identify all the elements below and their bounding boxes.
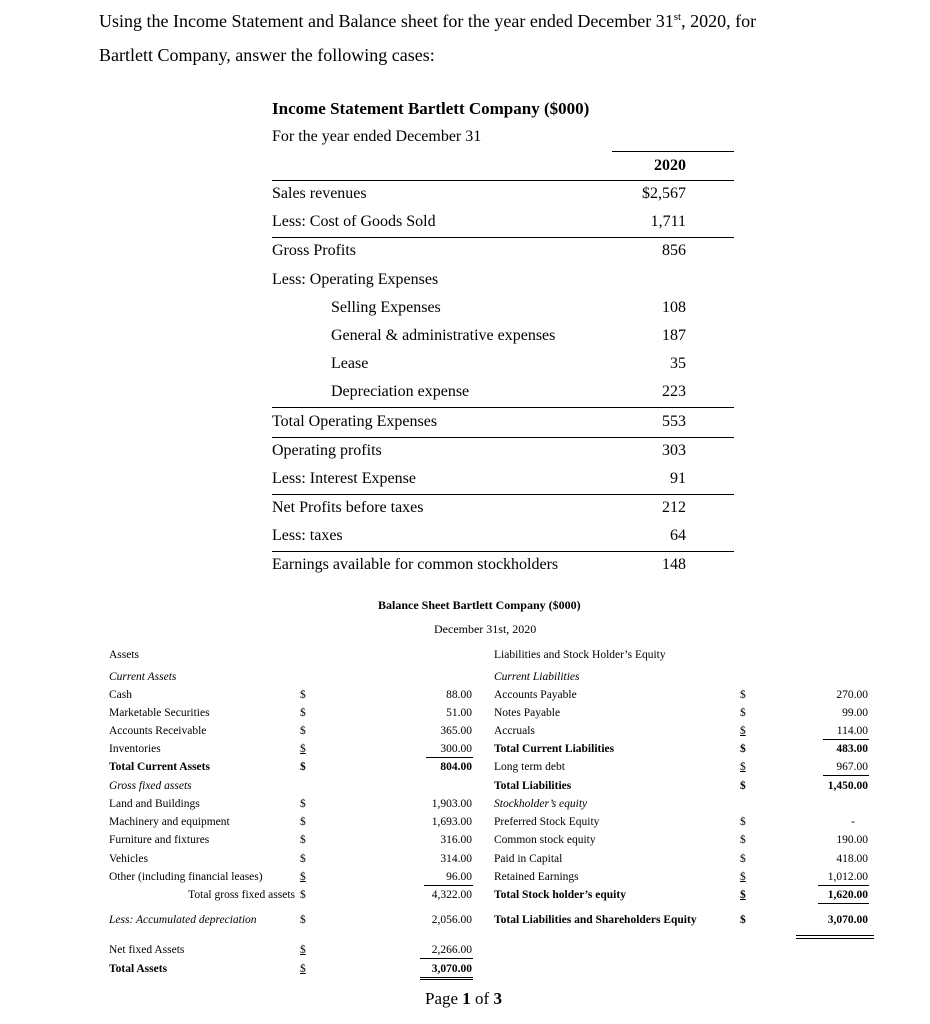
asset-currency: $ [300, 725, 306, 737]
intro-paragraph [99, 4, 899, 72]
current-liabilities-header: Current Liabilities [494, 671, 580, 683]
divider [420, 977, 473, 978]
asset-label: Other (including financial leases) [109, 871, 263, 883]
asset-label: Less: Accumulated depreciation [109, 914, 257, 926]
asset-currency: $ [300, 761, 306, 773]
liability-currency: $ [740, 743, 746, 755]
is-row-npbt: Net Profits before taxes 212 [272, 499, 686, 516]
asset-currency: $ [300, 689, 306, 701]
asset-currency: $ [300, 798, 306, 810]
is-row-interest: Less: Interest Expense 91 [272, 466, 734, 495]
divider [796, 938, 874, 939]
current-assets-header: Current Assets [109, 671, 177, 683]
liability-value: 99.00 [842, 707, 868, 719]
asset-value: 2,056.00 [431, 914, 472, 926]
liability-currency: $ [740, 871, 746, 883]
is-row-sales: Sales revenues $2,567 [272, 185, 686, 202]
is-row-total-opex: Total Operating Expenses 553 [272, 409, 734, 438]
asset-label: Vehicles [109, 853, 148, 865]
liability-value: 190.00 [836, 834, 868, 846]
is-row-selling: Selling Expenses 108 [331, 299, 686, 316]
divider [823, 739, 869, 740]
liability-label: Common stock equity [494, 834, 596, 846]
asset-label: Accounts Receivable [109, 725, 207, 737]
divider [796, 935, 874, 936]
liability-currency: $ [740, 889, 746, 901]
intro-line-2: Bartlett Company, answer the following cases: [99, 45, 435, 65]
divider [420, 958, 473, 959]
asset-currency: $ [300, 944, 306, 956]
divider [823, 775, 869, 776]
liability-currency: $ [740, 834, 746, 846]
is-row-lease: Lease 35 [331, 355, 686, 372]
asset-value: 300.00 [440, 743, 472, 755]
divider [420, 979, 473, 980]
liabilities-header: Liabilities and Stock Holder’s Equity [494, 649, 666, 661]
asset-currency: $ [300, 816, 306, 828]
divider [426, 757, 473, 758]
liability-value: 3,070.00 [827, 914, 868, 926]
balance-sheet-title: Balance Sheet Bartlett Company ($000) [378, 598, 581, 612]
is-row-less-opex: Less: Operating Expenses [272, 271, 439, 288]
is-row-operating-profits: Operating profits 303 [272, 442, 686, 459]
asset-value: 3,070.00 [431, 963, 472, 975]
liability-value: 418.00 [836, 853, 868, 865]
asset-label: Total Assets [109, 963, 168, 975]
divider [818, 903, 869, 904]
divider [818, 885, 869, 886]
liability-label: Retained Earnings [494, 871, 579, 883]
asset-currency: $ [300, 871, 306, 883]
asset-currency: $ [300, 743, 306, 755]
asset-value: 314.00 [440, 853, 472, 865]
asset-value: 4,322.00 [431, 889, 472, 901]
liability-value: 967.00 [836, 761, 868, 773]
liability-label: Total Current Liabilities [494, 743, 615, 755]
asset-value: 1,903.00 [431, 798, 472, 810]
liability-currency: $ [740, 725, 746, 737]
asset-currency: $ [300, 707, 306, 719]
intro-line-1: Using the Income Statement and Balance sheet for the year ended December 31st, 2020, for [99, 11, 757, 31]
asset-value: 316.00 [440, 834, 472, 846]
liability-label: Notes Payable [494, 707, 561, 719]
asset-label: Total gross fixed assets [188, 889, 295, 901]
liability-value: 114.00 [836, 725, 868, 737]
liability-value: 1,450.00 [827, 780, 868, 792]
divider [612, 151, 734, 152]
gross-fixed-assets-header: Gross fixed assets [109, 780, 192, 792]
asset-label: Total Current Assets [109, 761, 210, 773]
liability-value: 1,620.00 [827, 889, 868, 901]
liability-label: Paid in Capital [494, 853, 563, 865]
divider [424, 885, 473, 886]
asset-value: 96.00 [446, 871, 472, 883]
balance-sheet-date: December 31st, 2020 [434, 622, 537, 636]
liability-value: 270.00 [836, 689, 868, 701]
liability-currency: $ [740, 914, 746, 926]
liability-label: Preferred Stock Equity [494, 816, 600, 828]
asset-currency: $ [300, 853, 306, 865]
asset-label: Cash [109, 689, 132, 701]
asset-label: Furniture and fixtures [109, 834, 210, 846]
asset-value: 804.00 [440, 761, 472, 773]
liability-label: Accounts Payable [494, 689, 577, 701]
asset-value: 1,693.00 [431, 816, 472, 828]
assets-header: Assets [109, 649, 140, 661]
liability-label: Total Stock holder’s equity [494, 889, 626, 901]
asset-currency: $ [300, 963, 306, 975]
is-row-gross-profits: Gross Profits 856 [272, 242, 686, 259]
liability-label: Total Liabilities [494, 780, 572, 792]
liability-currency: $ [740, 761, 746, 773]
liability-currency: $ [740, 780, 746, 792]
income-statement-title: Income Statement Bartlett Company ($000) [272, 99, 590, 118]
asset-value: 2,266.00 [431, 944, 472, 956]
stockholders-equity-header: Stockholder’s equity [494, 798, 588, 810]
asset-value: 88.00 [446, 689, 472, 701]
asset-currency: $ [300, 914, 306, 926]
income-statement-subtitle: For the year ended December 31 [272, 128, 482, 145]
is-row-depreciation: Depreciation expense 223 [272, 379, 734, 408]
asset-currency: $ [300, 889, 306, 901]
asset-label: Machinery and equipment [109, 816, 230, 828]
liability-currency: $ [740, 707, 746, 719]
liability-currency: $ [740, 853, 746, 865]
income-statement-year: 2020 [654, 157, 686, 174]
liability-value: - [851, 816, 855, 828]
liability-currency: $ [740, 816, 746, 828]
liability-currency: $ [740, 689, 746, 701]
is-row-eac: Earnings available for common stockholders 148 [272, 556, 686, 573]
liability-label: Accruals [494, 725, 535, 737]
asset-value: 51.00 [446, 707, 472, 719]
liability-value: 483.00 [836, 743, 868, 755]
liability-label: Long term debt [494, 761, 565, 773]
asset-label: Net fixed Assets [109, 944, 185, 956]
asset-currency: $ [300, 834, 306, 846]
is-row-gna: General & administrative expenses 187 [331, 327, 686, 344]
asset-label: Land and Buildings [109, 798, 200, 810]
page-number: Page 1 of 3 [425, 989, 502, 1008]
liability-label: Total Liabilities and Shareholders Equity [494, 914, 697, 926]
asset-value: 365.00 [440, 725, 472, 737]
asset-label: Inventories [109, 743, 161, 755]
is-row-cogs: Less: Cost of Goods Sold 1,711 [272, 209, 734, 238]
is-row-taxes: Less: taxes 64 [272, 523, 734, 552]
asset-label: Marketable Securities [109, 707, 210, 719]
liability-value: 1,012.00 [827, 871, 868, 883]
